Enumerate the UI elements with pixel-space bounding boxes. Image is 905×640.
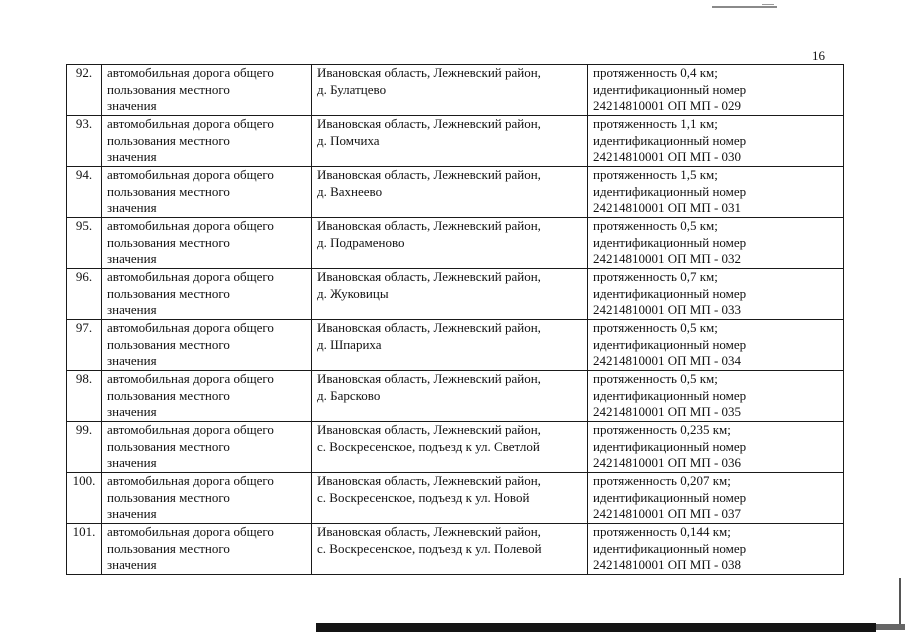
id-label-line: идентификационный номер (593, 438, 747, 454)
row-number: 93. (75, 116, 93, 131)
road-name-line: пользования местного (107, 234, 230, 250)
row-number-cell (67, 269, 102, 320)
location-line: д. Шпариха (317, 336, 382, 352)
location-cell (312, 371, 588, 422)
road-name-cell (102, 65, 312, 116)
table-row (67, 320, 844, 371)
length-line: протяженность 0,7 км; (593, 269, 718, 284)
scan-edge-right (899, 578, 901, 624)
details-cell (588, 371, 844, 422)
id-number-line: 24214810001 ОП МП - 032 (593, 251, 742, 266)
table-row (67, 116, 844, 167)
details-cell (588, 524, 844, 575)
road-name-line: значения (107, 302, 157, 317)
location-line: д. Подраменово (317, 234, 405, 250)
table-row (67, 65, 844, 116)
scan-mark-top-small (762, 4, 774, 5)
row-number-cell (67, 422, 102, 473)
id-label-line: идентификационный номер (593, 540, 747, 556)
details-cell (588, 218, 844, 269)
location-line: Ивановская область, Лежневский район, (317, 218, 541, 233)
row-number: 97. (75, 320, 93, 335)
road-name-cell (102, 116, 312, 167)
location-cell (312, 65, 588, 116)
road-name-cell (102, 371, 312, 422)
location-cell (312, 320, 588, 371)
road-name-line: пользования местного (107, 387, 230, 403)
id-number-line: 24214810001 ОП МП - 035 (593, 404, 742, 419)
road-name-cell (102, 524, 312, 575)
location-cell (312, 524, 588, 575)
road-name-line: пользования местного (107, 132, 230, 148)
road-name-line: пользования местного (107, 183, 230, 199)
location-line: Ивановская область, Лежневский район, (317, 422, 541, 437)
road-name-cell (102, 269, 312, 320)
road-name-line: пользования местного (107, 489, 230, 505)
row-number: 100. (72, 473, 96, 488)
road-name-line: автомобильная дорога общего (107, 371, 274, 386)
road-name-line: автомобильная дорога общего (107, 422, 274, 437)
row-number-cell (67, 524, 102, 575)
road-name-line: автомобильная дорога общего (107, 269, 274, 284)
location-line: с. Воскресенское, подъезд к ул. Новой (317, 489, 530, 505)
row-number-cell (67, 218, 102, 269)
table-row (67, 218, 844, 269)
location-line: д. Барсково (317, 387, 381, 403)
road-name-line: пользования местного (107, 438, 230, 454)
road-name-line: автомобильная дорога общего (107, 473, 274, 488)
id-number-line: 24214810001 ОП МП - 036 (593, 455, 742, 470)
table-body (67, 65, 844, 575)
road-name-line: автомобильная дорога общего (107, 320, 274, 335)
table-row (67, 371, 844, 422)
id-number-line: 24214810001 ОП МП - 029 (593, 98, 742, 113)
length-line: протяженность 0,4 км; (593, 65, 718, 80)
road-name-line: пользования местного (107, 336, 230, 352)
details-cell (588, 269, 844, 320)
row-number: 94. (75, 167, 93, 182)
id-label-line: идентификационный номер (593, 234, 747, 250)
road-name-cell (102, 422, 312, 473)
road-name-cell (102, 218, 312, 269)
length-line: протяженность 0,5 км; (593, 320, 718, 335)
road-name-line: значения (107, 353, 157, 368)
table-row (67, 524, 844, 575)
table-row (67, 473, 844, 524)
length-line: протяженность 0,144 км; (593, 524, 731, 539)
details-cell (588, 65, 844, 116)
location-line: Ивановская область, Лежневский район, (317, 524, 541, 539)
road-name-line: значения (107, 404, 157, 419)
length-line: протяженность 0,235 км; (593, 422, 731, 437)
id-number-line: 24214810001 ОП МП - 031 (593, 200, 742, 215)
details-cell (588, 422, 844, 473)
road-name-line: автомобильная дорога общего (107, 65, 274, 80)
id-number-line: 24214810001 ОП МП - 037 (593, 506, 742, 521)
road-name-line: автомобильная дорога общего (107, 524, 274, 539)
id-label-line: идентификационный номер (593, 387, 747, 403)
road-name-line: значения (107, 98, 157, 113)
id-label-line: идентификационный номер (593, 336, 747, 352)
table-row (67, 422, 844, 473)
location-line: Ивановская область, Лежневский район, (317, 167, 541, 182)
row-number: 101. (72, 524, 96, 539)
row-number-cell (67, 371, 102, 422)
scan-mark-top (712, 6, 777, 8)
road-name-cell (102, 473, 312, 524)
row-number: 98. (75, 371, 93, 386)
location-line: Ивановская область, Лежневский район, (317, 116, 541, 131)
road-name-line: значения (107, 200, 157, 215)
road-name-line: автомобильная дорога общего (107, 218, 274, 233)
row-number-cell (67, 320, 102, 371)
id-number-line: 24214810001 ОП МП - 034 (593, 353, 742, 368)
page-number: 16 (812, 48, 825, 63)
location-line: д. Жуковицы (317, 285, 389, 301)
road-name-line: автомобильная дорога общего (107, 167, 274, 182)
location-line: Ивановская область, Лежневский район, (317, 473, 541, 488)
road-name-line: значения (107, 506, 157, 521)
location-line: Ивановская область, Лежневский район, (317, 320, 541, 335)
details-cell (588, 473, 844, 524)
length-line: протяженность 1,1 км; (593, 116, 718, 131)
row-number: 99. (75, 422, 93, 437)
road-name-line: значения (107, 149, 157, 164)
length-line: протяженность 1,5 км; (593, 167, 718, 182)
road-name-line: значения (107, 557, 157, 572)
scan-bar-bottom (316, 623, 876, 632)
road-name-cell (102, 167, 312, 218)
road-name-cell (102, 320, 312, 371)
location-line: с. Воскресенское, подъезд к ул. Светлой (317, 438, 540, 454)
road-name-line: значения (107, 455, 157, 470)
id-number-line: 24214810001 ОП МП - 038 (593, 557, 742, 572)
row-number: 95. (75, 218, 93, 233)
location-cell (312, 269, 588, 320)
location-line: Ивановская область, Лежневский район, (317, 371, 541, 386)
length-line: протяженность 0,207 км; (593, 473, 731, 488)
road-name-line: пользования местного (107, 540, 230, 556)
details-cell (588, 116, 844, 167)
location-line: Ивановская область, Лежневский район, (317, 65, 541, 80)
road-registry-table (66, 64, 844, 575)
row-number: 96. (75, 269, 93, 284)
road-name-line: значения (107, 251, 157, 266)
location-line: с. Воскресенское, подъезд к ул. Полевой (317, 540, 542, 556)
id-label-line: идентификационный номер (593, 132, 747, 148)
table-row (67, 167, 844, 218)
row-number-cell (67, 473, 102, 524)
location-cell (312, 167, 588, 218)
location-line: д. Помчиха (317, 132, 380, 148)
road-name-line: пользования местного (107, 81, 230, 97)
location-cell (312, 218, 588, 269)
row-number: 92. (75, 65, 93, 80)
location-line: д. Вахнеево (317, 183, 383, 199)
length-line: протяженность 0,5 км; (593, 218, 718, 233)
location-cell (312, 422, 588, 473)
location-line: Ивановская область, Лежневский район, (317, 269, 541, 284)
id-label-line: идентификационный номер (593, 285, 747, 301)
id-label-line: идентификационный номер (593, 489, 747, 505)
id-label-line: идентификационный номер (593, 183, 747, 199)
row-number-cell (67, 167, 102, 218)
table-row (67, 269, 844, 320)
details-cell (588, 320, 844, 371)
road-name-line: автомобильная дорога общего (107, 116, 274, 131)
details-cell (588, 167, 844, 218)
location-line: д. Булатцево (317, 81, 387, 97)
id-number-line: 24214810001 ОП МП - 033 (593, 302, 742, 317)
scan-bar-bottom-fade (876, 624, 905, 630)
road-name-line: пользования местного (107, 285, 230, 301)
row-number-cell (67, 65, 102, 116)
row-number-cell (67, 116, 102, 167)
id-label-line: идентификационный номер (593, 81, 747, 97)
id-number-line: 24214810001 ОП МП - 030 (593, 149, 742, 164)
location-cell (312, 116, 588, 167)
location-cell (312, 473, 588, 524)
length-line: протяженность 0,5 км; (593, 371, 718, 386)
